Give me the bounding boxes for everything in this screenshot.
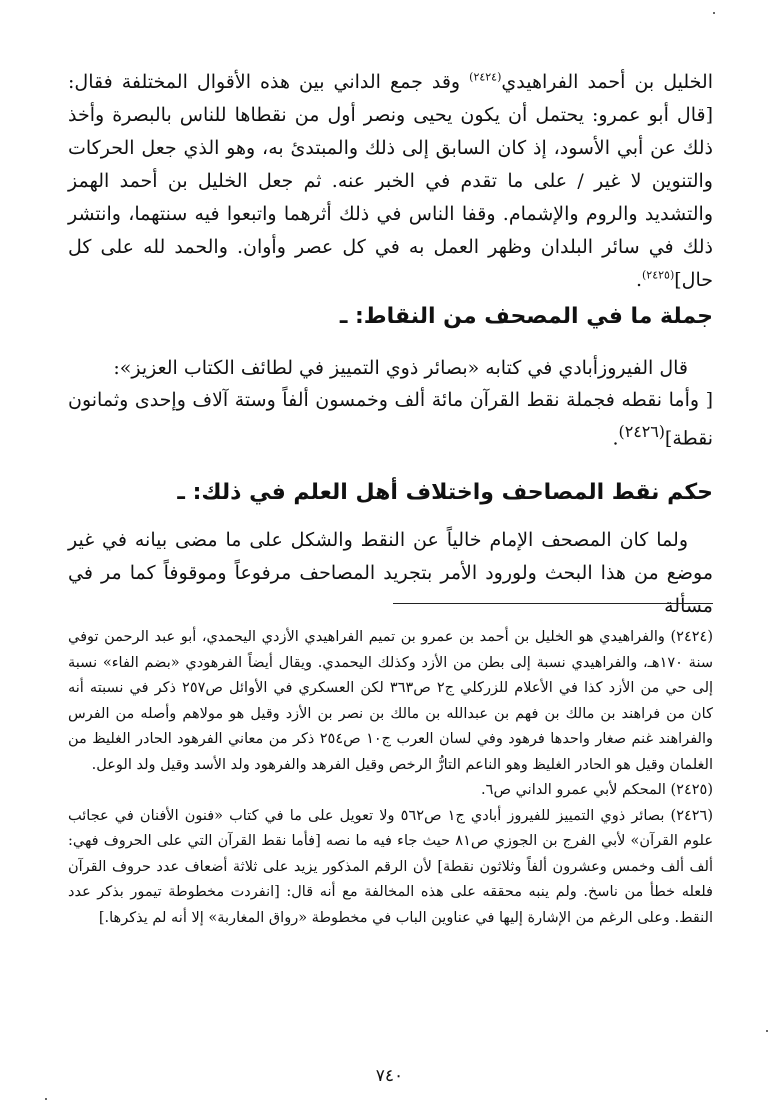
footnote-text: بصائر ذوي التمييز للفيروز أبادي ج١ ص٥٦٢ ولا تعويل على ما في كتاب «فنون الأفنان في عجائب علوم القرآن» لأبي الفرج بن الجوزي ص٨١ حيث جاء فيه ما نصه [فأما نقط القرآن التي على الحروف فهي: ألف ألف وخمس وعشرون ألفاً وثلاثون نقطة] لأن الرقم المذكور يزيد على ثلاثة أضعاف عدد حروف القرآن فلعله خطأ من ناسخ. ولم ينبه محققه على هذه المخالفة مع أنه قال: [انفردت مخطوطة تيمور بذكر عدد النقط. وعلى الرغم من الإشارة إليها في عناوين الباب في مخطوطة «رواق المغاربة» إلا أنه لم يذكرها.]: [68, 807, 713, 926]
footnote-ref-2425[interactable]: (٢٤٢٥): [642, 268, 675, 282]
quoted-passage: [قال أبو عمرو: يحتمل أن يكون يحيى ونصر أول من نقطاها للناس بالبصرة وأخذ ذلك عن أبي الأسود، إذ كان السابق إلى ذلك والمبتدئ به، وهو الذي جعل الحركات والتنوين لا غير / على ما تقدم في الخبر عنه. ثم جعل الخليل بن أحمد الهمز والتشديد والروم والإشمام. وقفا الناس في ذلك أثرهما واتبعوا فيه سنتهما، وانتشر ذلك في سائر البلدان وظهر العمل به في كل عصر وأوان. والحمد لله على كل حال]: [68, 104, 713, 291]
footnote-number: (٢٤٢٥): [670, 782, 713, 798]
page-number: ٧٤٠: [375, 1066, 404, 1086]
footnote-number: (٢٤٢٦): [670, 807, 714, 824]
footnotes: [68, 625, 713, 931]
footnote-divider: [393, 603, 713, 604]
footnote-number: (٢٤٢٤): [670, 629, 713, 645]
footnote-ref-2424[interactable]: (٢٤٢٤): [469, 70, 502, 84]
footnote-2425: [68, 778, 713, 804]
footnote-ref-2426[interactable]: (٢٤٢٦): [618, 422, 665, 441]
opening-paragraph: [68, 66, 713, 297]
paragraph-text: وقد جمع الداني بين هذه الأقوال المختلفة فقال:: [68, 71, 470, 93]
sentence-end: .: [612, 427, 619, 450]
paragraph-text: ولما كان المصحف الإمام خالياً عن النقط والشكل على ما مضى بيانه في غير موضع من هذا البحث ولورود الأمر بتجريد المصاحف مرفوعاً وموقوفاً كما مر في مسألة: [68, 529, 713, 617]
scan-speck: [45, 1098, 47, 1100]
footnote-2424: [68, 625, 713, 778]
scan-speck: [713, 12, 715, 14]
footnote-2426: [68, 804, 713, 932]
quoted-passage: [ وأما نقطه فجملة نقط القرآن مائة ألف وخمسون ألفاً وستة آلاف وإحدى وثمانون نقطة]: [68, 389, 713, 450]
section-heading-dots-count: جملة ما في المصحف من النقاط: ـ: [339, 304, 713, 329]
section-heading-ruling: حكم نقط المصاحف واختلاف أهل العلم في ذلك: ـ: [177, 480, 713, 505]
paragraph-text: الخليل بن أحمد الفراهيدي: [501, 71, 713, 93]
sentence-end: .: [635, 269, 642, 291]
scan-speck: [766, 1030, 768, 1032]
intro-line: قال الفيروزأبادي في كتابه «بصائر ذوي التمييز في لطائف الكتاب العزيز»:: [113, 357, 688, 379]
section-ruling-body: [68, 524, 713, 623]
footnote-text: والفراهيدي هو الخليل بن أحمد بن عمرو بن تميم الفراهيدي الأزدي اليحمدي، أبو عبد الرحمن توفي سنة ١٧٠هـ، والفراهيدي نسبة إلى بطن من الأزد وكذلك اليحمدي. ويقال أيضاً الفرهودي «بضم الفاء» نسبة إلى حي من الأزد كذا في الأعلام للزركلي ج٢ ص٣٦٣ لكن العسكري في الأوائل ص٢٥٧ ذكر في نسبته أنه كان من فراهند بن مالك بن فهم بن عبدالله بن مالك بن نصر بن الأزد وقيل هو مولاهم وأصله من الفرس والفراهند غنم صغار واحدها فرهود وفي لسان العرب ج١٠ ص٢٥٤ ذكر من معاني الفرهود الحادر الغليظ من الغلمان وقيل هو الحادر الغليظ وهو الناعم التارُّ الرخص وقيل الفرهد والفرهود ولد الأسد وقيل ولد الوعل.: [68, 629, 714, 773]
section-dots-count-body: [68, 352, 713, 454]
footnote-text: المحكم لأبي عمرو الداني ص٦.: [481, 782, 671, 798]
